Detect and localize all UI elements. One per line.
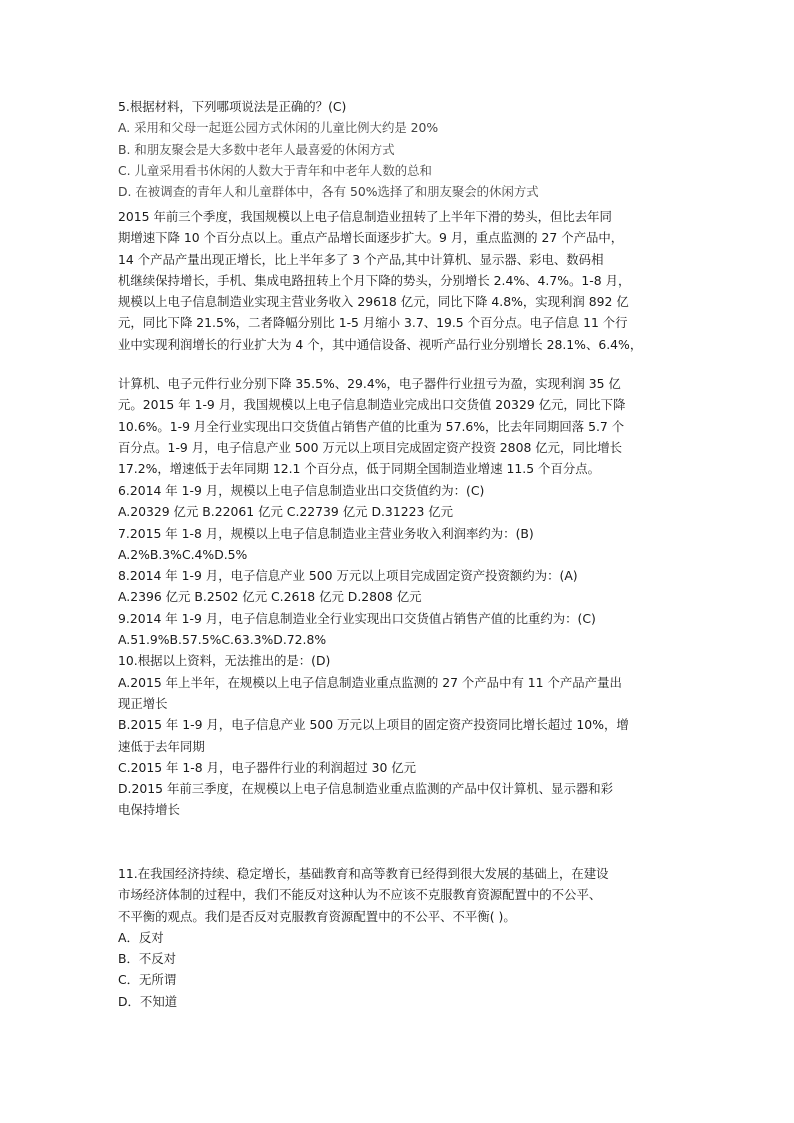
question-10-option-a: A.2015 年上半年，在规模以上电子信息制造业重点监测的 27 个产品中有 11 个产品产量出 [118,674,622,690]
question-11-stem-line: 不平衡的观点。我们是否反对克服教育资源配置中的不公平、不平衡( )。 [118,908,516,924]
material-line: 业中实现利润增长的行业扩大为 4 个，其中通信设备、视听产品行业分别增长 28.1%、6.4%， [118,336,643,352]
question-8-options: A.2396 亿元 B.2502 亿元 C.2618 亿元 D.2808 亿元 [118,589,422,605]
material-paragraph-2 [118,373,678,479]
question-5-stem: 5.根据材料，下列哪项说法是正确的？(C) [118,99,347,114]
material-line: 规模以上电子信息制造业实现主营业务收入 29618 亿元，同比下降 4.8%，实现利润 892 亿 [118,294,629,310]
question-5-option-c: C. 儿童采用看书休闲的人数大于青年和中老年人数的总和 [118,162,432,178]
material-line: 期增速下降 10 个百分点以上。重点产品增长面逐步扩大。9 月，重点监测的 27 个产品中， [118,230,624,246]
question-6-stem: 6.2014 年 1-9 月，规模以上电子信息制造业出口交货值约为：(C) [118,483,485,498]
material-line: 10.6%。1-9 月全行业实现出口交货值占销售产值的比重为 57.6%，比去年同期回落 5.7 个 [118,418,625,434]
question-9-stem: 9.2014 年 1-9 月，电子信息制造业全行业实现出口交货值占销售产值的比重约为：(C) [118,610,596,626]
material-line: 2015 年前三个季度，我国规模以上电子信息制造业扭转了上半年下滑的势头，但比去年同 [118,209,612,224]
question-11-stem-line: 11.在我国经济持续、稳定增长，基础教育和高等教育已经得到很大发展的基础上，在建设 [118,866,609,881]
question-10-option-d-cont: 电保持增长 [118,802,180,818]
question-10-option-a-cont: 现正增长 [118,695,168,711]
question-6-options: A.20329 亿元 B.22061 亿元 C.22739 亿元 D.31223 亿元 [118,504,454,520]
question-7-options: A.2%B.3%C.4%D.5% [118,546,248,562]
question-9-options: A.51.9%B.57.5%C.63.3%D.72.8% [118,632,327,648]
question-10-option-d: D.2015 年前三季度，在规模以上电子信息制造业重点监测的产品中仅计算机、显示器和彩 [118,781,614,797]
material-line: 元。2015 年 1-9 月，我国规模以上电子信息制造业完成出口交货值 20329 亿元，同比下降 [118,397,626,413]
question-11-option-d: D．不知道 [118,993,178,1009]
question-5-option-d: D. 在被调查的青年人和儿童群体中，各有 50%选择了和朋友聚会的休闲方式 [118,184,539,200]
question-10-option-b: B.2015 年 1-9 月，电子信息产业 500 万元以上项目的固定资产投资同比增长超过 10%，增 [118,717,629,733]
question-5-option-a: A. 采用和父母一起逛公园方式休闲的儿童比例大约是 20% [118,120,439,136]
material-paragraph-1 [118,206,678,355]
question-5 [118,96,678,202]
question-11-option-c: C．无所谓 [118,972,177,988]
material-line: 17.2%，增速低于去年同期 12.1 个百分点，低于同期全国制造业增速 11.5 个百分点。 [118,461,601,477]
material-line: 百分点。1-9 月，电子信息产业 500 万元以上项目完成固定资产投资 2808 亿元，同比增长 [118,439,623,455]
material-line: 14 个产品产量出现正增长，比上半年多了 3 个产品,其中计算机、显示器、彩电、数码相 [118,251,604,267]
question-5-option-b: B. 和朋友聚会是大多数中老年人最喜爱的休闲方式 [118,141,395,157]
material-line: 机继续保持增长，手机、集成电路扭转上个月下降的势头，分别增长 2.4%、4.7%。1-8 月， [118,272,631,288]
question-11-option-b: B．不反对 [118,951,177,967]
question-11 [118,863,678,1012]
material-line: 元，同比下降 21.5%，二者降幅分别比 1-5 月缩小 3.7、19.5 个百分点。电子信息 11 个行 [118,315,628,331]
question-7-stem: 7.2015 年 1-8 月，规模以上电子信息制造业主营业务收入利润率约为：(B) [118,525,534,541]
question-11-stem-line: 市场经济体制的过程中，我们不能反对这种认为不应该不克服教育资源配置中的不公平、 [118,887,602,903]
question-10-option-c: C.2015 年 1-8 月，电子器件行业的利润超过 30 亿元 [118,759,417,775]
question-10-option-b-cont: 速低于去年同期 [118,738,205,754]
question-11-option-a: A．反对 [118,929,164,945]
questions-6-to-10 [118,480,678,821]
question-8-stem: 8.2014 年 1-9 月，电子信息产业 500 万元以上项目完成固定资产投资额约为：(A) [118,568,578,584]
material-line: 计算机、电子元件行业分别下降 35.5%、29.4%，电子器件行业扭亏为盈，实现利润 35 亿 [118,376,621,391]
question-10-stem: 10.根据以上资料，无法推出的是：(D) [118,653,331,669]
